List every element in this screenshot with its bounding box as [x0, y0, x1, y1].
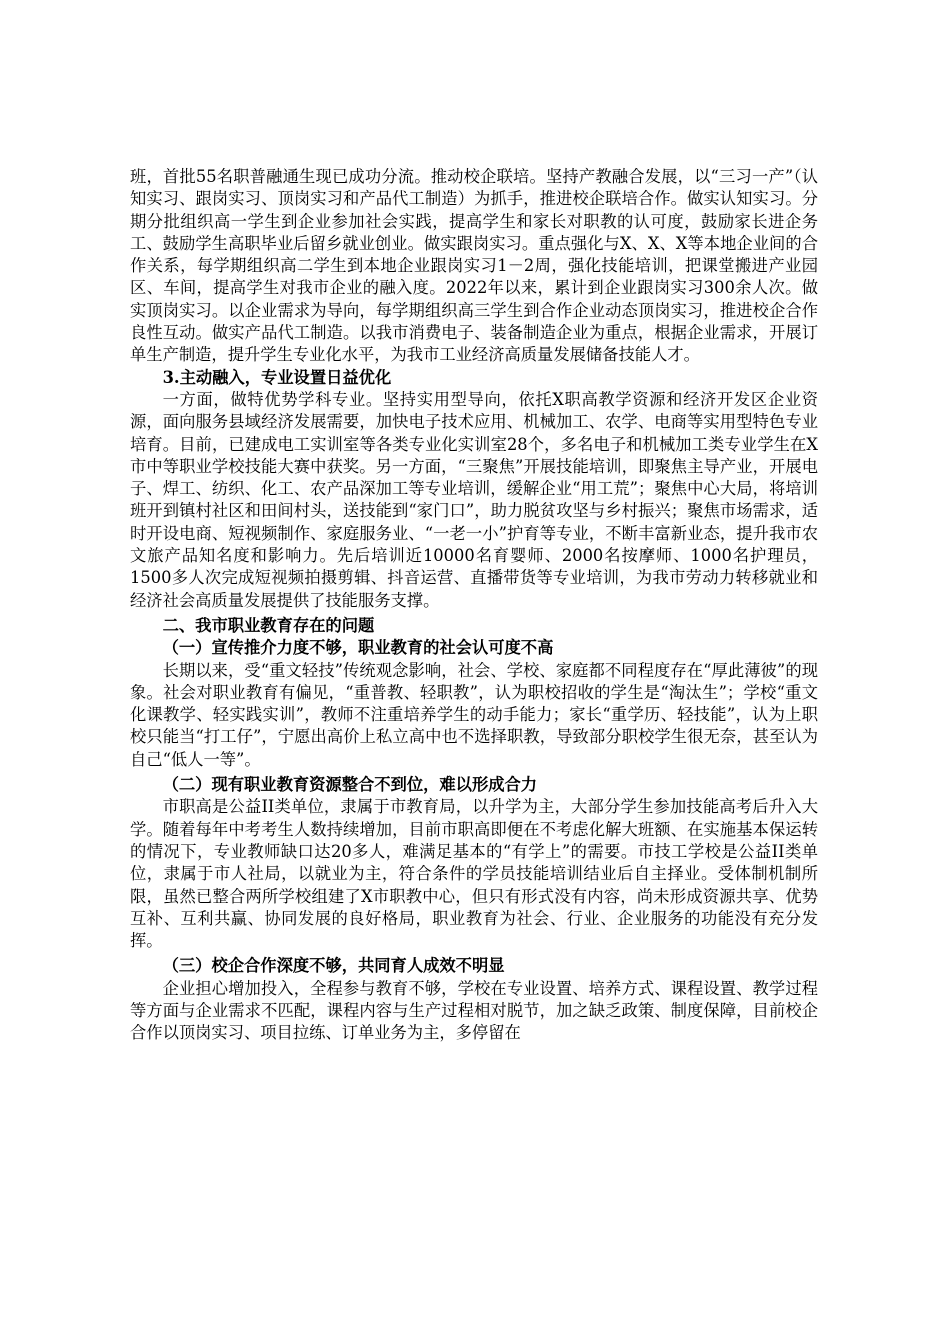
subheading-resource-integration: （二）现有职业教育资源整合不到位，难以形成合力 — [162, 775, 538, 795]
paragraph-professional-setting: 一方面，做特优势学科专业。坚持实用型导向，依托X职高教学资源和经济开发区企业资源，面向服务县域经济发展需要，加快电子技术应用、机械加工、农学、电商等实用型特色专业培育。目前，已建成电工实训室等各类专业化实训室28个，多名电子和机械加工类专业学生在X市中等职业学校技能大赛中获奖。另一方面，“三聚焦”开展技能培训，即聚焦主导产业，开展电子、焊工、纺织、化工、农产品深加工等专业培训，缓解企业“用工荒”；聚焦中心大局，将培训班开到镇村社区和田间村头，送技能到“家门口”，助力脱贫攻坚与乡村振兴；聚焦市场需求，适时开设电商、短视频制作、家庭服务业、“一老一小”护育等专业，不断丰富新业态，提升我市农文旅产品知名度和影响力。先后培训近10000名育婴师、2000名按摩师、1000名护理员，1500多人次完成短视频拍摄剪辑、抖音运营、直播带货等专业培训，为我市劳动力转移就业和经济社会高质量发展提供了技能服务支撑。 — [130, 389, 818, 610]
document-page — [130, 166, 818, 1045]
subheading-school-enterprise: （三）校企合作深度不够，共同育人成效不明显 — [162, 956, 505, 976]
heading-3-professional-setting: 3.主动融入，专业设置日益优化 — [162, 367, 392, 387]
paragraph-school-enterprise: 企业担心增加投入，全程参与教育不够，学校在专业设置、培养方式、课程设置、教学过程等方面与企业需求不匹配，课程内容与生产过程相对脱节，加之缺乏政策、制度保障，目前校企合作以顶岗实习、项目拉练、订单业务为主，多停留在 — [130, 978, 818, 1043]
paragraph-resource-integration: 市职高是公益II类单位，隶属于市教育局，以升学为主，大部分学生参加技能高考后升入大学。随着每年中考考生人数持续增加，目前市职高即便在不考虑化解大班额、在实施基本保运转的情况下，专业教师缺口达20多人，难满足基本的“有学上”的需要。市技工学校是公益II类单位，隶属于市人社局，以就业为主，符合条件的学员技能培训结业后自主择业。受体制机制所限，虽然已整合两所学校组建了X市职教中心，但只有形式没有内容，尚未形成资源共享、优势互补、互利共赢、协同发展的良好格局，职业教育为社会、行业、企业服务的功能没有充分发挥。 — [130, 797, 818, 951]
paragraph-continuation: 班，首批55名职普融通生现已成功分流。推动校企联培。坚持产教融合发展，以“三习一产”（认知实习、跟岗实习、顶岗实习和产品代工制造）为抓手，推进校企联培合作。做实认知实习。分期分批组织高一学生到企业参加社会实践，提高学生和家长对职教的认可度，鼓励家长进企务工、鼓励学生高职毕业后留乡就业创业。做实跟岗实习。重点强化与X、X、X等本地企业间的合作关系，每学期组织高二学生到本地企业跟岗实习1－2周，强化技能培训，把课堂搬进产业园区、车间，提高学生对我市企业的融入度。2022年以来，累计到企业跟岗实习300余人次。做实顶岗实习。以企业需求为导向，每学期组织高三学生到合作企业动态顶岗实习，推进校企合作良性互动。做实产品代工制造。以我市消费电子、装备制造企业为重点，根据企业需求，开展订单生产制造，提升学生专业化水平，为我市工业经济高质量发展储备技能人才。 — [130, 167, 818, 365]
paragraph-publicity: 长期以来，受“重文轻技”传统观念影响，社会、学校、家庭都不同程度存在“厚此薄彼”的现象。社会对职业教育有偏见，“重普教、轻职教”，认为职校招收的学生是“淘汰生”；学校“重文化课教学、轻实践实训”，教师不注重培养学生的动手能力；家长“重学历、轻技能”，认为上职校只能当“打工仔”，宁愿出高价上私立高中也不选择职教，导致部分职校学生很无奈，甚至认为自己“低人一等”。 — [130, 660, 818, 769]
section-heading-problems: 二、我市职业教育存在的问题 — [162, 615, 375, 635]
subheading-publicity: （一）宣传推介力度不够，职业教育的社会认可度不高 — [162, 638, 554, 658]
